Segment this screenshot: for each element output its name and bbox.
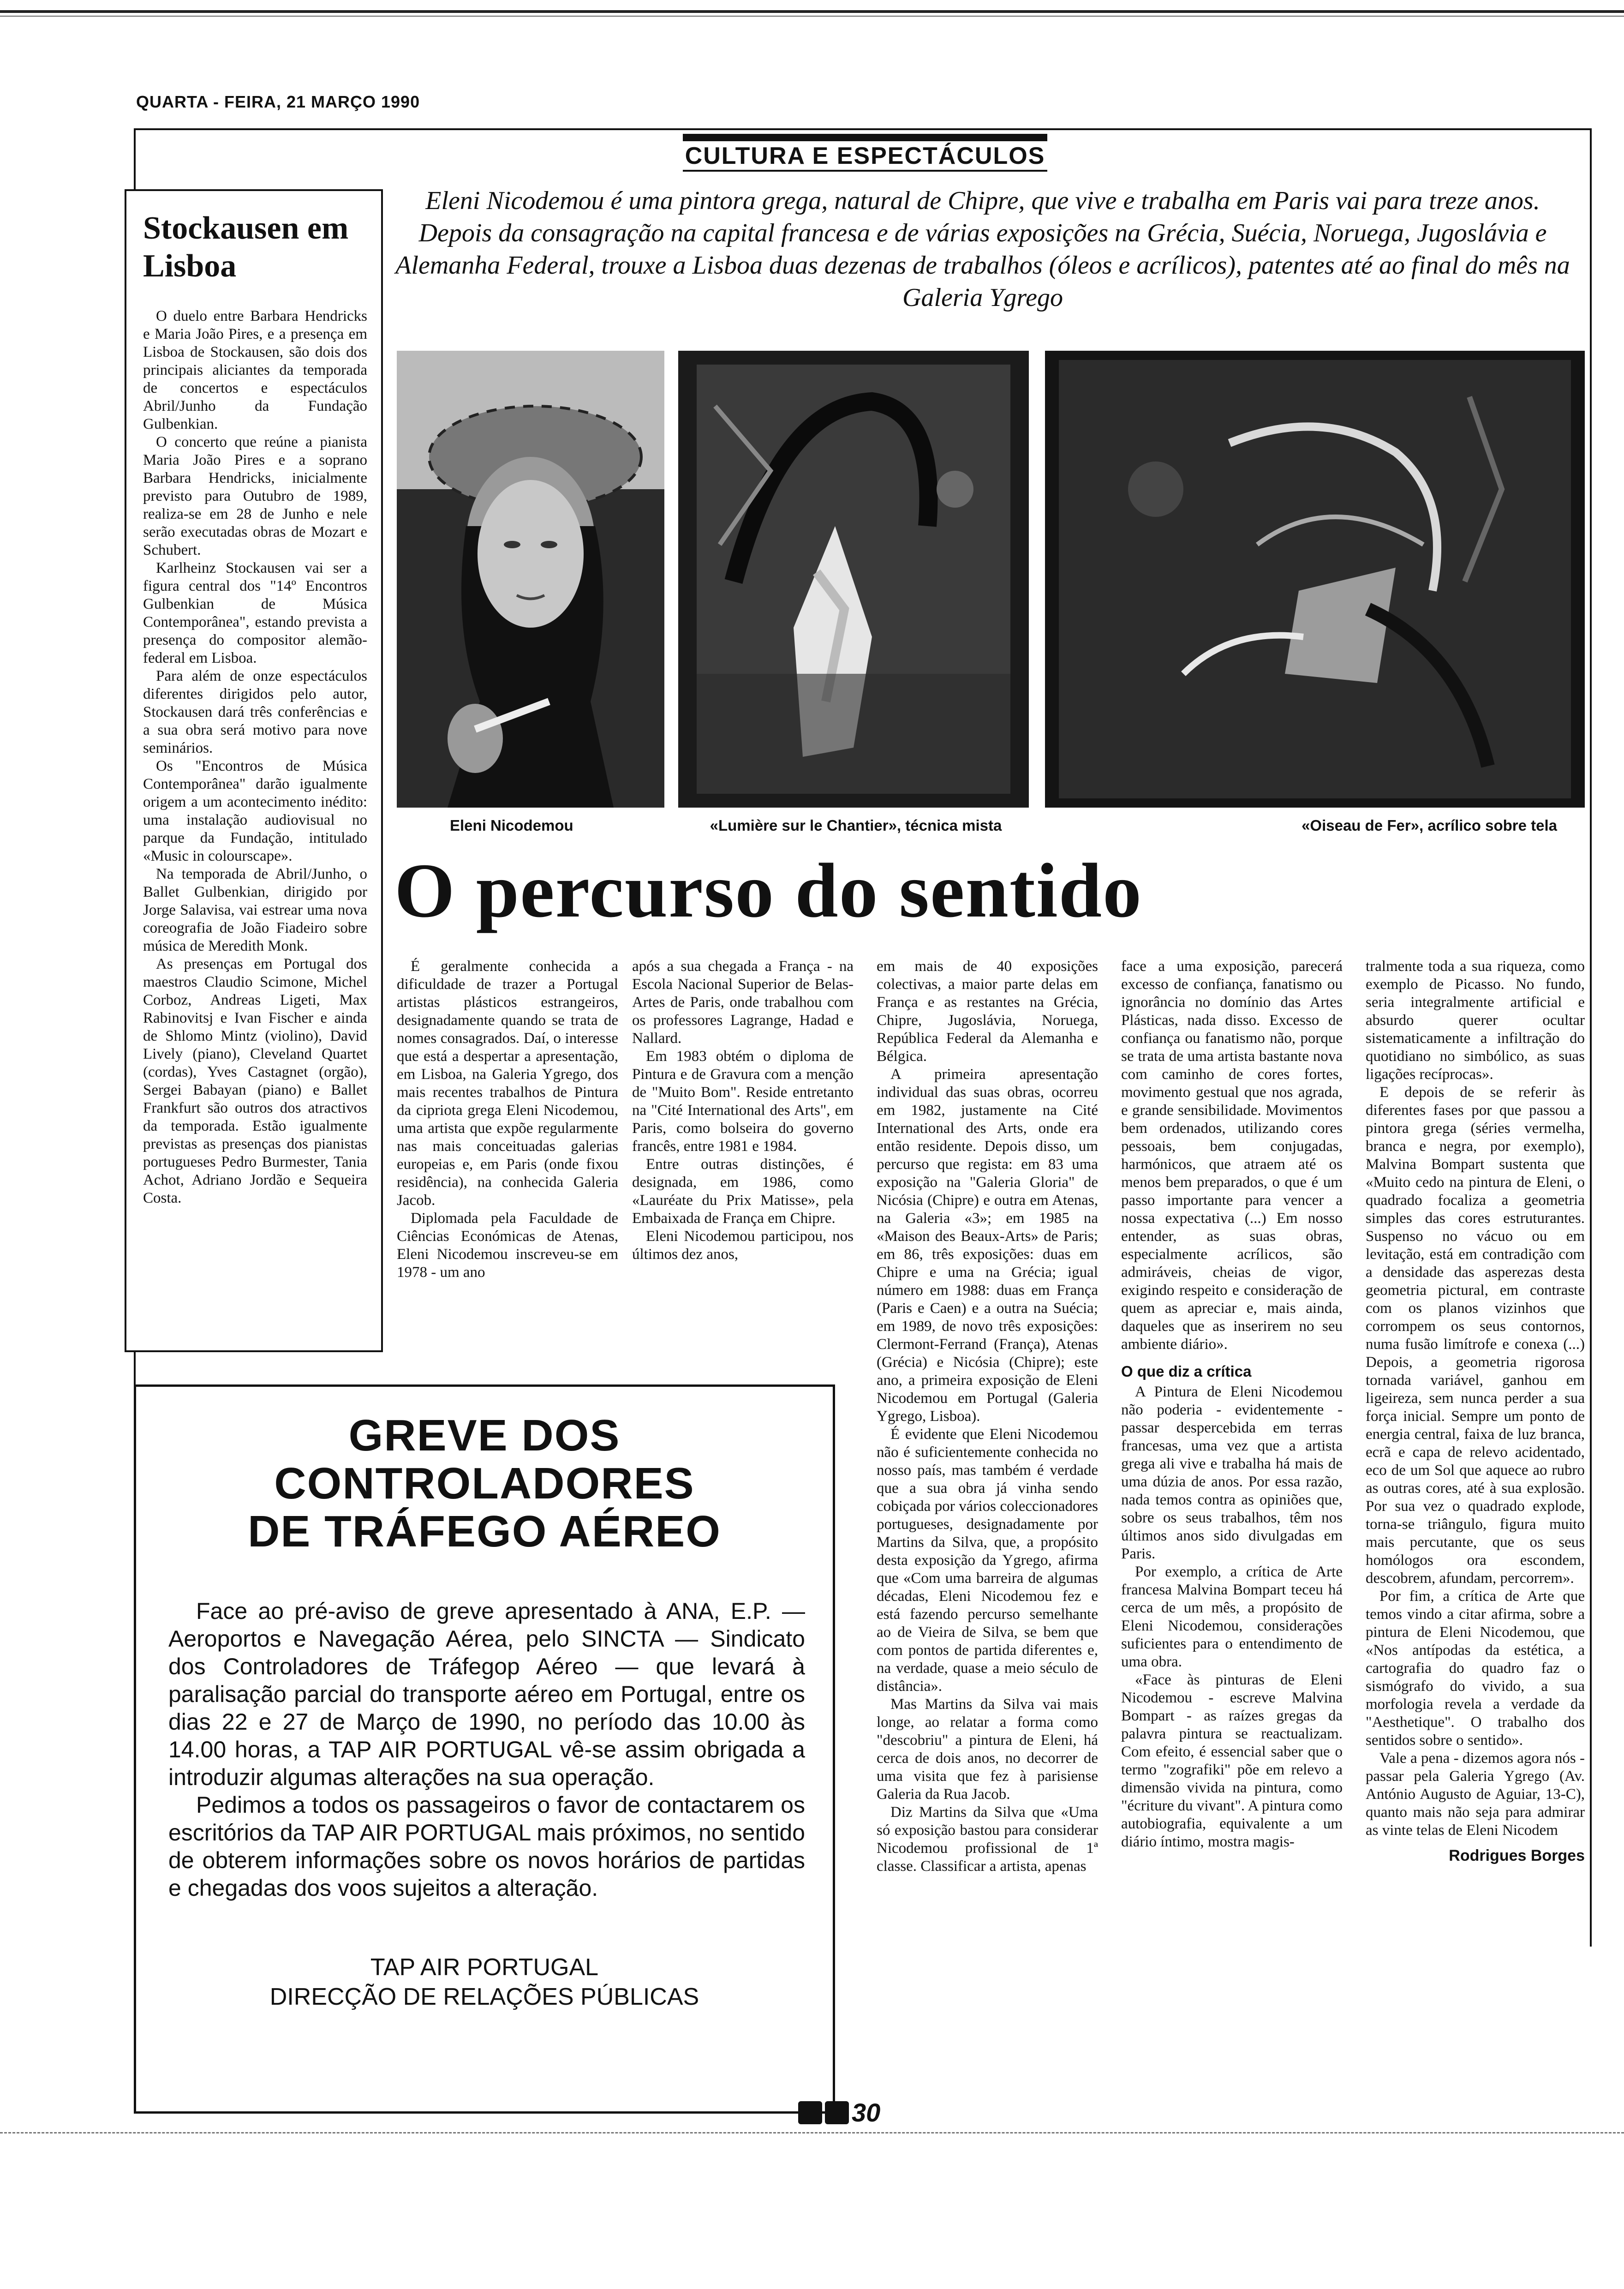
article-byline: Rodrigues Borges <box>1449 1847 1585 1864</box>
article-paragraph: após a sua chegada a França - na Escola Nacional Superior de Belas-Artes de Paris, onde trabalhou com os professores Lagrange, Hadad e Nallard. <box>632 958 854 1047</box>
section-header-underline <box>683 170 1047 172</box>
advertisement-box <box>134 1384 835 2114</box>
top-border-rule-thin <box>0 16 1624 17</box>
article-paragraph: Diplomada pela Faculdade de Ciências Económicas de Atenas, Eleni Nicodemou inscreveu-se em 1978 - um ano <box>397 1210 618 1281</box>
article-paragraph: É evidente que Eleni Nicodemou não é suficientemente conhecida no nosso país, mas também é verdade que a sua obra já vinha sendo cobiçada por vários coleccionadores portugueses, designadamente por Martins da Silva, que, a propósito desta exposição da Ygrego, afirma que «Com uma barreira de algumas décadas, Eleni Nicodemou fez e está fazendo percurso semelhante ao de Vieira de Silva, se bem que com pontos de partida diferentes e, na verdade, quase a meio século de distância». <box>877 1426 1098 1695</box>
article-paragraph: É geralmente conhecida a dificuldade de trazer a Portugal artistas plásticos estrangeiros, designadamente quando se trata de nomes consagrados. Daí, o interesse que está a despertar a apresentação, em Lisboa, na Galeria Ygrego, dos mais recentes trabalhos de Pintura da cipriota grega Eleni Nicodemou, uma artista que expõe regularmente nas mais conceituadas galerias europeias e, em Paris (onde fixou residência), na conhecida Galeria Jacob. <box>397 958 618 1209</box>
footer-rule <box>0 2132 1624 2133</box>
ad-footer-line: TAP AIR PORTUGAL <box>370 1954 599 1981</box>
sidebar-paragraph: Para além de onze espectáculos diferentes dirigidos pelo autor, Stockausen dará três conferências e a sua obra será motivo para nove seminários. <box>143 668 367 756</box>
page-number <box>798 2097 880 2127</box>
ad-body <box>168 1597 805 1902</box>
photo-lumiere-sur-le-chantier <box>678 351 1029 808</box>
sidebar-paragraph: Karlheinz Stockausen vai ser a figura central dos "14º Encontros Gulbenkian de Música Contemporânea", estando prevista a presença do compositor alemão-federal em Lisboa. <box>143 560 367 666</box>
sidebar-paragraph: As presenças em Portugal dos maestros Claudio Scimone, Michel Corboz, Andreas Ligeti, Max Rabinovitsj e Ivan Fischer e ainda de Shlomo Mintz (violino), David Lively (piano), Cleveland Quartet (cordas), Yves Castagnet (orgão), Sergei Babayan (piano) e Ballet Frankfurt são outros dos atractivos da temporada. Estão igualmente previstas as presenças dos pianistas portugueses Pedro Burmester, Tania Achot, Adriano Jordão e Sequeira Costa. <box>143 956 367 1206</box>
caption-photo1: Eleni Nicodemou <box>450 817 573 834</box>
article-column-2 <box>632 958 854 1264</box>
ad-paragraph: Pedimos a todos os passageiros o favor de contactarem os escritórios da TAP AIR PORTUGAL mais próximos, no sentido de obterem informações sobre os novos horários de partidas e chegadas dos voos sujeitos a alteração. <box>168 1792 805 1901</box>
article-paragraph: tralmente toda a sua riqueza, como exemplo de Picasso. No fundo, seria integralmente artificial e absurdo querer ocultar sistematicamente a infiltração do quotidiano no simbólico, as suas ligações recíprocas». <box>1366 958 1585 1083</box>
sidebar-title: Stockausen em Lisboa <box>143 210 349 284</box>
publication-logo-icon <box>825 2101 849 2124</box>
ad-footer-line: DIRECÇÃO DE RELAÇÕES PÚBLICAS <box>269 1983 699 2010</box>
publication-logo-icon <box>798 2101 822 2124</box>
article-headline: O percurso do sentido <box>394 848 1143 934</box>
painting-oiseau <box>1045 351 1585 808</box>
section-header <box>683 134 1047 171</box>
sidebar-paragraph: O concerto que reúne a pianista Maria João Pires e a soprano Barbara Hendricks, inicialmente previsto para Outubro de 1989, realiza-se em 28 de Junho e nele serão executadas obras de Mozart e Schubert. <box>143 434 367 558</box>
ad-title-line: CONTROLADORES <box>274 1459 695 1508</box>
portrait-illustration <box>397 351 664 808</box>
article-paragraph: «Face às pinturas de Eleni Nicodemou - escreve Malvina Bompart - as raízes gregas da palavra pintura se reactualizam. Com efeito, é essencial saber que o termo "zografiki" põe em relevo a dimensão vivida na pintura, como "écriture du vivant". A pintura como autobiografia, equivalente a um diário íntimo, mostra magis- <box>1121 1672 1343 1850</box>
painting-lumiere <box>678 351 1029 808</box>
section-title: CULTURA E ESPECTÁCULOS <box>685 143 1045 169</box>
article-paragraph: Por exemplo, a crítica de Arte francesa Malvina Bompart teceu há cerca de um mês, a propósito de Eleni Nicodemou, considerações suficientes para o entendimento de uma obra. <box>1121 1564 1343 1670</box>
article-paragraph: Em 1983 obtém o diploma de Pintura e de Gravura com a menção de "Muito Bom". Reside entretanto na "Cité International des Arts", em Paris, como bolseira do governo francês, entre 1981 e 1984. <box>632 1048 854 1155</box>
article-column-5 <box>1366 958 1585 1865</box>
article-paragraph: Mas Martins da Silva vai mais longe, ao relatar a forma como "descobriu" a pintura de Eleni, há cerca de dois anos, no decorrer de uma visita que fez à parisiense Galeria da Rua Jacob. <box>877 1696 1098 1803</box>
page-number-text: 30 <box>852 2098 881 2127</box>
ad-title-line: GREVE DOS <box>348 1411 621 1460</box>
sidebar-paragraph: Os "Encontros de Música Contemporânea" darão igualmente origem a um acontecimento inédito: uma instalação audiovisual no parque da Fundação, intitulado «Music in colourscape». <box>143 758 367 864</box>
article-paragraph: face a uma exposição, parecerá excesso de confiança, fanatismo ou ignorância no domínio das Artes Plásticas, nada disso. Excesso de confiança ou fanatismo não, porque se trata de uma artista bastante nova com caminho de cores fortes, movimento gestual que nos agrada, e grande sensibilidade. Movimentos bem ordenados, utilizando cores pessoais, bem conjugadas, harmónicos, que atraem até os menos bem preparados, o que é um passo importante para vencer a nossa expectativa (...) Em nosso entender, as suas obras, especialmente acrílicos, são admiráveis, cheias de vigor, exigindo respeito e consideração de quem as apreciar e, mais ainda, daqueles que as inserirem no seu ambiente diário». <box>1121 958 1343 1353</box>
caption-photo2: «Lumière sur le Chantier», técnica mista <box>710 817 1002 834</box>
ad-title <box>136 1412 833 1556</box>
dateline: QUARTA - FEIRA, 21 MARÇO 1990 <box>136 92 420 111</box>
ad-paragraph: Face ao pré-aviso de greve apresentado à ANA, E.P. — Aeroportos e Navegação Aérea, pelo SINCTA — Sindicato dos Controladores de Tráfegop Aéreo — que levará à paralisação parcial do transporte aéreo em Portugal, entre os dias 22 e 27 de Março de 1990, no período das 10.00 às 14.00 horas, a TAP AIR PORTUGAL vê-se assim obrigada a introduzir algumas alterações na sua operação. <box>168 1598 805 1790</box>
ad-footer <box>136 1953 833 2012</box>
article-paragraph: Eleni Nicodemou participou, nos últimos dez anos, <box>632 1228 854 1263</box>
photo-portrait <box>397 351 664 808</box>
article-paragraph: Diz Martins da Silva que «Uma só exposição bastou para considerar Nicodemou profissional de 1ª classe. Classificar a artista, apenas <box>877 1804 1098 1875</box>
article-paragraph: em mais de 40 exposições colectivas, a maior parte delas em França e as restantes na Grécia, Chipre, Jugoslávia, Noruega, República Federal da Alemanha e Bélgica. <box>877 958 1098 1065</box>
article-paragraph: Por fim, a crítica de Arte que temos vindo a citar afirma, sobre a pintura de Eleni Nicodemou, que «Nos antípodas da estética, a cartografia do quadro faz o sismógrafo do vivido, a sua morfologia revela a verdade da "Aesthetique". O trabalho dos sentidos sobre o sentido». <box>1366 1588 1585 1749</box>
article-paragraph: A primeira apresentação individual das suas obras, ocorreu em 1982, justamente na Cité International des Arts, onde era então residente. Depois disso, um percurso que regista: em 83 uma exposição na "Galeria Gloria" de Nicósia (Chipre) e outra em Atenas, na Galeria «3»; em 1985 na «Maison des Beaux-Arts» de Paris; em 86, três exposições: duas em Chipre e uma na Grécia; igual número em 1988: duas em França (Paris e Caen) e a outra na Suécia; em 1989, de novo três exposições: Clermont-Ferrand (França), Atenas (Grécia) e Nicósia (Chipre); este ano, a primeira exposição de Eleni Nicodemou em Portugal (Galeria Ygrego, Lisboa). <box>877 1066 1098 1425</box>
photo-oiseau-de-fer <box>1045 351 1585 808</box>
sidebar-box <box>125 189 383 1352</box>
caption-photo3: «Oiseau de Fer», acrílico sobre tela <box>1302 817 1557 834</box>
article-paragraph: A Pintura de Eleni Nicodemou não poderia - evidentemente - passar despercebida em terras francesas, uma vez que a artista grega ali vive e trabalha há mais de uma dúzia de anos. Por essa razão, nada temos contra as opiniões que, sobre os seus trabalhos, têm nos últimos anos sido divulgadas em Paris. <box>1121 1384 1343 1562</box>
sidebar-paragraph: O duelo entre Barbara Hendricks e Maria João Pires, e a presença em Lisboa de Stockausen, são dois dos principais aliciantes da temporada de concertos e espectáculos Abril/Junho da Fundação Gulbenkian. <box>143 308 367 432</box>
ad-title-line: DE TRÁFEGO AÉREO <box>248 1507 721 1556</box>
section-header-bar <box>683 134 1047 141</box>
top-border-rule <box>0 10 1624 13</box>
article-column-4 <box>1121 958 1343 1851</box>
article-paragraph: Entre outras distinções, é designada, em 1986, como «Lauréate du Prix Matisse», pela Embaixada de França em Chipre. <box>632 1156 854 1227</box>
article-column-1 <box>397 958 618 1282</box>
sidebar-paragraph: Na temporada de Abril/Junho, o Ballet Gulbenkian, dirigido por Jorge Salavisa, vai estrear uma nova coreografia de João Fiadeiro sobre música de Meredith Monk. <box>143 866 367 954</box>
article-paragraph: E depois de se referir às diferentes fases por que passou a pintora grega (séries vermelha, branca e negra, por exemplo), Malvina Bompart sustenta que «Muito cedo na pintura de Eleni, o quadrado focaliza a geometria simples das cores estruturantes. Suspenso no vácuo ou em levitação, está em contradição com a densidade das asperezas desta geometria pictural, em contraste com os planos vizinhos que corrompem os seus contornos, numa fusão limítrofe e conexa (...) Depois, a geometria rigorosa tornada variável, ganhou em ligeireza, sem nunca perder a sua força inicial. Sempre um ponto de energia central, faixa de luz branca, ecrã e capa de relevo acidentado, eco de um Sol que aquece ao rubro as outras cores, até à sua explosão. Por sua vez o quadrado explode, torna-se triângulo, figura muito mais percutante, que os seus homólogos ora escondem, descobrem, afundam, percorrem». <box>1366 1084 1585 1587</box>
article-column-3 <box>877 958 1098 1876</box>
article-subhead: O que diz a crítica <box>1121 1363 1252 1380</box>
lead-paragraph: Eleni Nicodemou é uma pintora grega, natural de Chipre, que vive e trabalha em Paris vai para treze anos. Depois da consagração na capital francesa e de várias exposições na Grécia, Suécia, Noruega, Jugoslávia e Alemanha Federal, trouxe a Lisboa duas dezenas de trabalhos (óleos e acrílicos), patentes até ao final do mês na Galeria Ygrego <box>395 186 1570 312</box>
article-paragraph: Vale a pena - dizemos agora nós - passar pela Galeria Ygrego (Av. António Augusto de Aguiar, 13-C), quanto mais não seja para admirar as vinte telas de Eleni Nicodem <box>1366 1750 1585 1839</box>
